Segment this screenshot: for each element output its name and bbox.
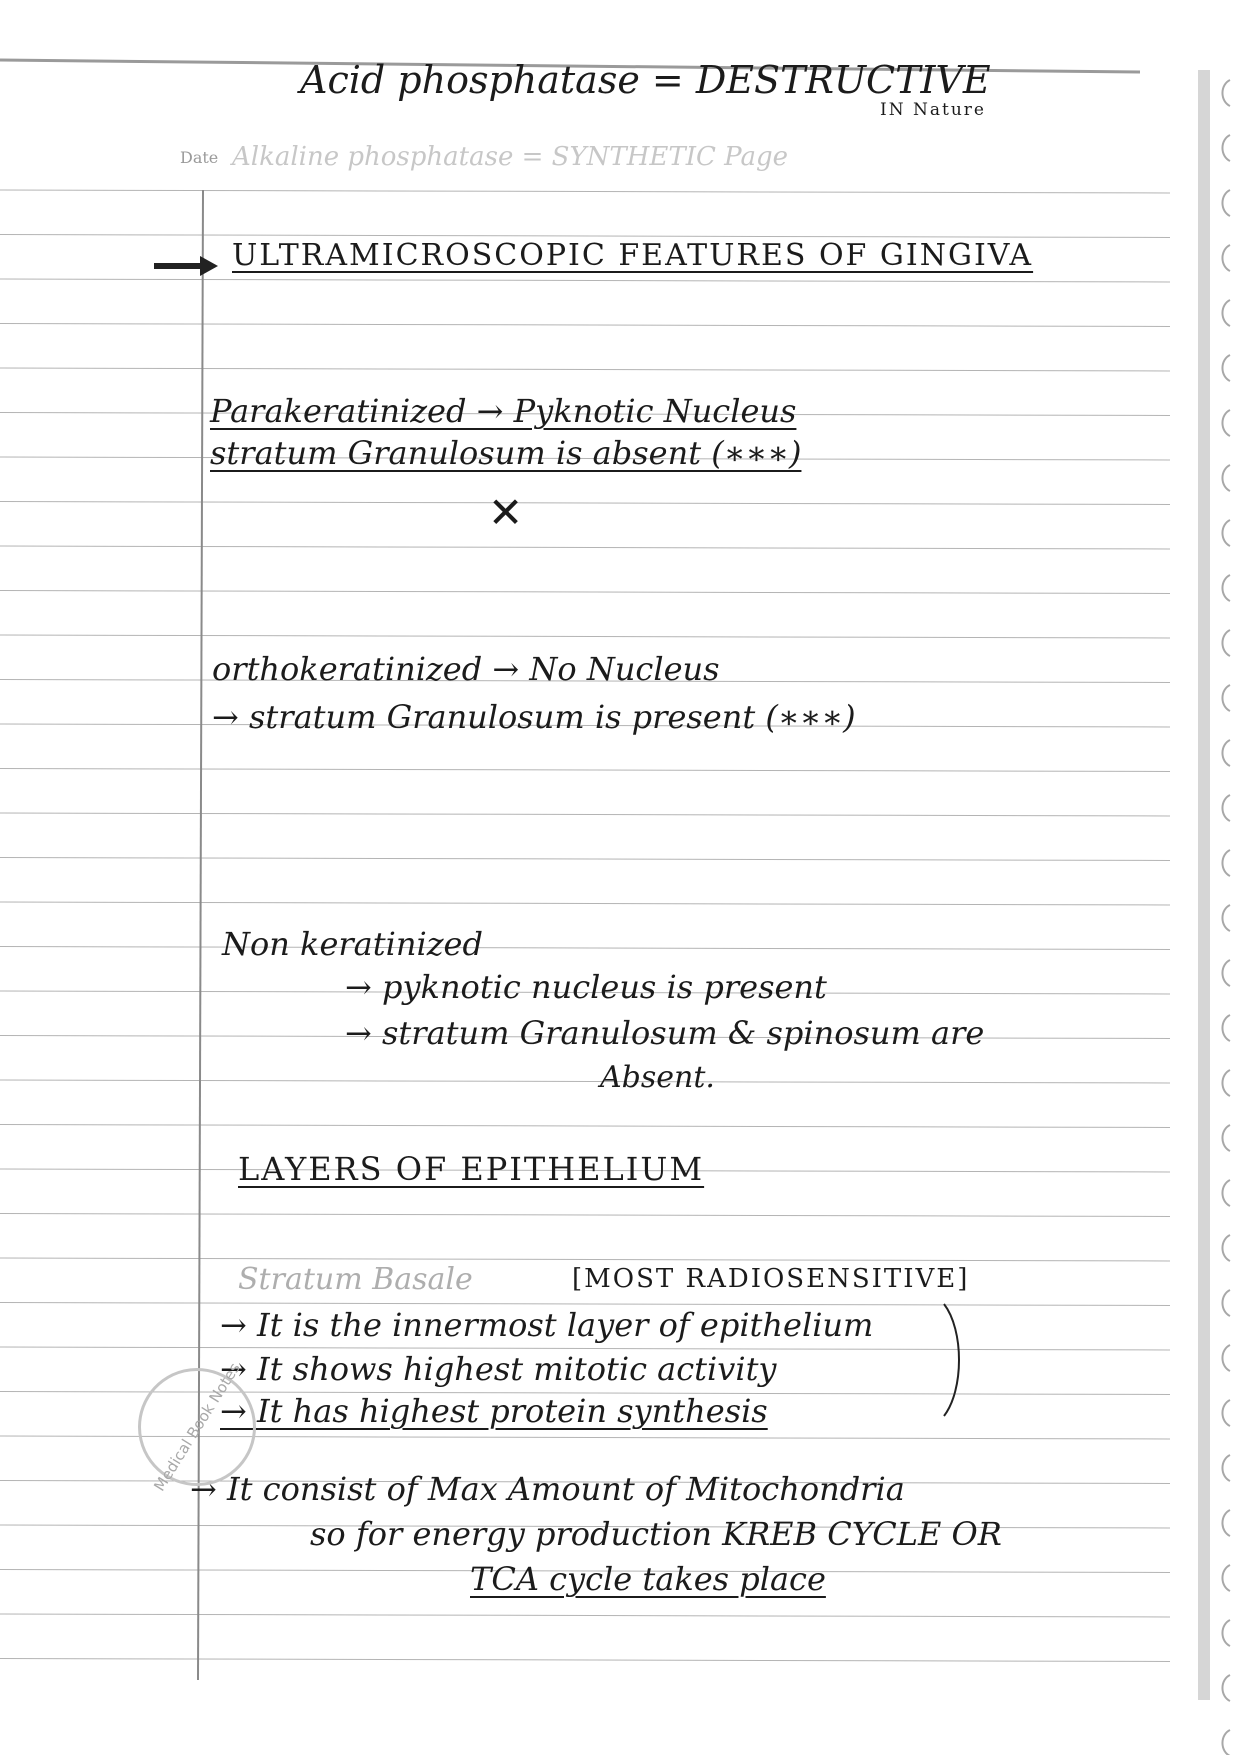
ruled-line: [0, 591, 1170, 594]
point-kreb-cycle: so for energy production KREB CYCLE OR: [310, 1515, 1002, 1553]
binder-hole: [1222, 905, 1230, 931]
binder-hole: [1222, 1730, 1230, 1755]
binder-hole: [1222, 795, 1230, 821]
binder-hole: [1222, 1400, 1230, 1426]
binder-hole: [1222, 575, 1230, 601]
binder-hole: [1222, 1290, 1230, 1316]
ruled-line: [0, 1614, 1170, 1617]
layers-heading: LAYERS OF EPITHELIUM: [238, 1150, 705, 1188]
binder-hole: [1222, 1345, 1230, 1371]
binder-hole: [1222, 1180, 1230, 1206]
binder-hole: [1222, 410, 1230, 436]
binder-hole: [1222, 1675, 1230, 1701]
binder-hole: [1222, 630, 1230, 656]
point-tca-cycle: TCA cycle takes place: [470, 1560, 826, 1598]
nonkeratinized-line: Non keratinized: [222, 925, 483, 963]
binder-hole: [1222, 1070, 1230, 1096]
page-title: ULTRAMICROSCOPIC FEATURES OF GINGIVA: [232, 238, 1034, 273]
point-innermost: → It is the innermost layer of epithelium: [220, 1306, 874, 1344]
ruled-line: [0, 947, 1170, 950]
ruled-line: [0, 902, 1170, 905]
binder-hole: [1222, 1620, 1230, 1646]
orthokeratinized-line: orthokeratinized → No Nucleus: [212, 650, 720, 688]
binder-hole: [1222, 740, 1230, 766]
faint-header-line: Alkaline phosphatase = SYNTHETIC Page: [232, 142, 788, 172]
binder-edge: [1198, 70, 1210, 1700]
binder-hole: [1222, 190, 1230, 216]
point-protein: → It has highest protein synthesis: [220, 1392, 768, 1430]
ruled-line: [0, 1080, 1170, 1083]
binder-hole: [1222, 1015, 1230, 1041]
header-note: IN Nature: [880, 100, 986, 120]
binder-hole: [1222, 685, 1230, 711]
radiosensitive-note: [MOST RADIOSENSITIVE]: [572, 1264, 970, 1294]
parakeratinized-line: Parakeratinized → Pyknotic Nucleus: [210, 392, 797, 430]
absent-word: Absent.: [600, 1060, 715, 1095]
binder-hole: [1222, 1235, 1230, 1261]
binder-hole: [1222, 520, 1230, 546]
ruled-line: [0, 1659, 1170, 1662]
arrow-icon: [150, 254, 220, 278]
stamp-text: Medical Book Notes: [150, 1359, 244, 1495]
point-mitotic: → It shows highest mitotic activity: [220, 1350, 777, 1388]
binder-hole: [1222, 1455, 1230, 1481]
binder-hole: [1222, 135, 1230, 161]
granulosum-absent-line: stratum Granulosum is absent (∗∗∗): [210, 434, 802, 472]
binder-holes: [1150, 0, 1240, 1755]
ruled-line: [0, 190, 1170, 193]
ruled-line: [0, 858, 1170, 861]
ruled-line: [0, 279, 1170, 282]
granulosum-spinosum-line: → stratum Granulosum & spinosum are: [345, 1014, 985, 1052]
binder-hole: [1222, 465, 1230, 491]
ruled-line: [0, 813, 1170, 816]
binder-hole: [1222, 1565, 1230, 1591]
binder-hole: [1222, 850, 1230, 876]
header-acid-phosphatase: Acid phosphatase = DESTRUCTIVE: [300, 58, 991, 102]
binder-hole: [1222, 1510, 1230, 1536]
pyknotic-present-line: → pyknotic nucleus is present: [345, 968, 827, 1006]
ruled-line: [0, 368, 1170, 371]
bracket-mark: [940, 1300, 970, 1420]
point-mitochondria: → It consist of Max Amount of Mitochondria: [190, 1470, 905, 1508]
ruled-line: [0, 324, 1170, 327]
ruled-line: [0, 546, 1170, 549]
binder-hole: [1222, 80, 1230, 106]
binder-hole: [1222, 300, 1230, 326]
granulosum-present-line: → stratum Granulosum is present (∗∗∗): [212, 698, 856, 736]
ruled-line: [0, 502, 1170, 505]
ruled-line: [0, 1125, 1170, 1128]
ruled-line: [0, 635, 1170, 638]
binder-hole: [1222, 960, 1230, 986]
ruled-line: [0, 1214, 1170, 1217]
ruled-line: [0, 1258, 1170, 1261]
binder-hole: [1222, 355, 1230, 381]
date-label: Date: [180, 148, 219, 167]
stratum-basale: Stratum Basale: [238, 1262, 473, 1297]
binder-hole: [1222, 1125, 1230, 1151]
binder-hole: [1222, 245, 1230, 271]
ruled-line: [0, 769, 1170, 772]
cross-mark: ✕: [488, 488, 524, 537]
